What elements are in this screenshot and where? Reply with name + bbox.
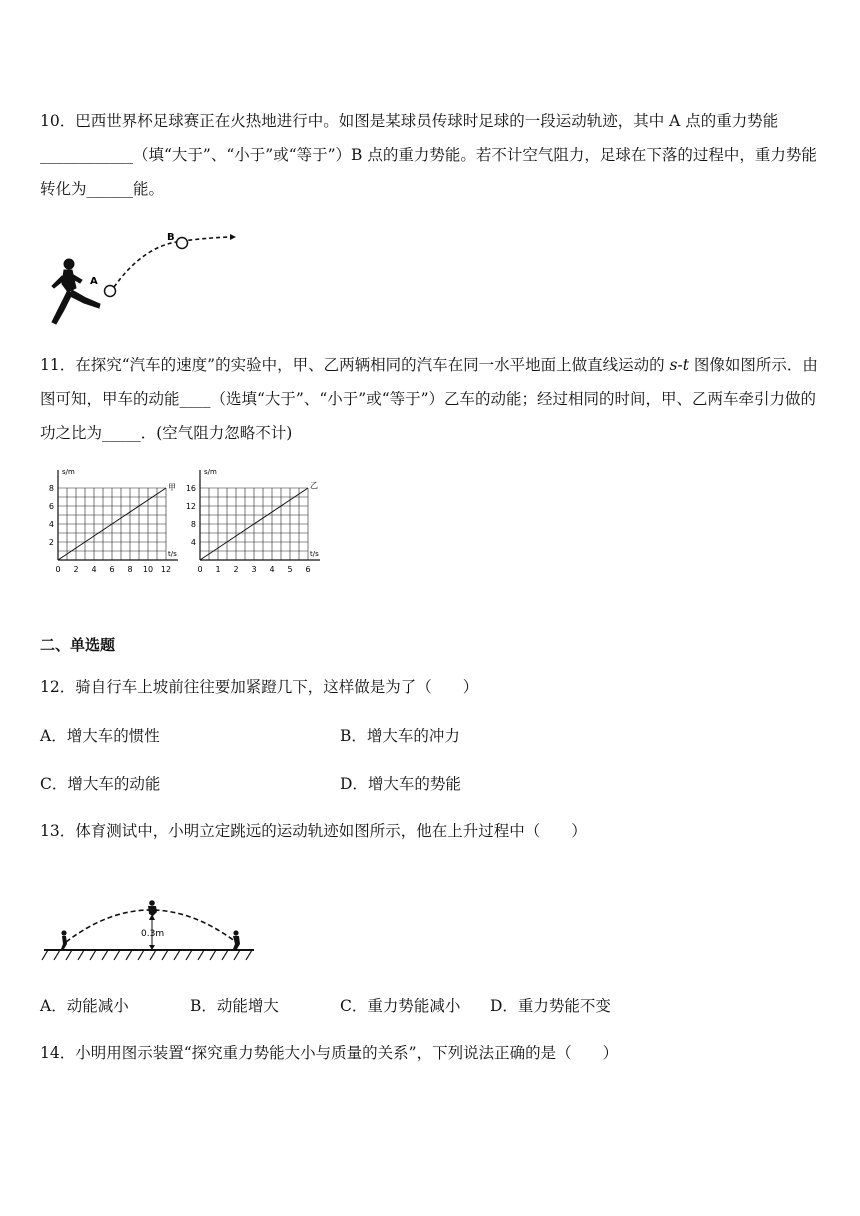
question-11-text: 11．在探究“汽车的速度”的实验中，甲、乙两辆相同的汽车在同一水平地面上做直线运动的 s-t 图像如图所示．由图可知，甲车的动能____（选填“大于”、“小于”或“等于”）乙车的动能；经过相同的时间，甲、乙两车牵引力做的功之比为_____．(空气阻力忽略不计) <box>40 356 818 442</box>
question-14-text: 14．小明用图示装置“探究重力势能大小与质量的关系”，下列说法正确的是（ ） <box>40 1044 619 1062</box>
graph-jia-xlabel: t/s <box>168 550 177 558</box>
graph-yi-ytick: 4 <box>190 538 196 547</box>
graph-jia-ytick: 8 <box>48 484 54 493</box>
jumper-start-icon <box>61 930 67 949</box>
graph-jia-xtick: 0 <box>55 565 61 574</box>
jumper-land-icon <box>233 930 240 949</box>
graph-yi-ytick: 16 <box>186 484 196 493</box>
graph-yi-xtick: 3 <box>251 565 257 574</box>
ball-a <box>105 286 116 297</box>
point-b-label: B <box>167 232 175 243</box>
player-icon <box>52 259 100 324</box>
section-title: 二、单选题 <box>40 636 116 654</box>
ball-b <box>177 238 188 249</box>
q12-option-c[interactable]: C．增大车的动能 <box>40 775 161 793</box>
trajectory <box>114 237 230 287</box>
graph-jia-ytick: 6 <box>48 502 54 511</box>
q13-option-b[interactable]: B．动能增大 <box>190 997 279 1015</box>
graph-jia-xtick: 12 <box>160 565 172 574</box>
graph-yi-xtick: 2 <box>233 565 239 574</box>
graph-jia-xtick: 2 <box>73 565 79 574</box>
point-a-label: A <box>90 276 98 287</box>
q12-option-b[interactable]: B．增大车的冲力 <box>340 727 460 745</box>
graph-jia-xtick: 8 <box>127 565 133 574</box>
q12-option-d[interactable]: D．增大车的势能 <box>340 775 461 793</box>
q13-option-a[interactable]: A．动能减小 <box>40 997 129 1015</box>
graph-jia-ylabel: s/m <box>62 468 75 476</box>
graph-yi-ytick: 8 <box>190 520 196 529</box>
graph-jia-xtick: 10 <box>142 565 154 574</box>
graph-jia-ytick: 2 <box>48 538 54 547</box>
graph-jia-xtick: 6 <box>109 565 115 574</box>
graph-yi-xtick: 0 <box>197 565 203 574</box>
height-label: 0.3m <box>141 929 165 939</box>
jumper-peak-icon <box>148 900 157 916</box>
graph-yi-xlabel: t/s <box>310 550 319 558</box>
graph-yi-xtick: 6 <box>305 565 311 574</box>
question-12-text: 12．骑自行车上坡前往往要加紧蹬几下，这样做是为了（ ） <box>40 678 479 696</box>
st-graph-jia <box>44 466 184 576</box>
graph-jia-name: 甲 <box>168 483 176 492</box>
q13-option-c[interactable]: C．重力势能减小 <box>340 997 461 1015</box>
graph-yi-name: 乙 <box>310 481 318 490</box>
q12-option-a[interactable]: A．增大车的惯性 <box>40 727 160 745</box>
question-13-text: 13．体育测试中，小明立定跳远的运动轨迹如图所示，他在上升过程中（ ） <box>40 822 587 840</box>
graph-yi-ylabel: s/m <box>204 468 217 476</box>
graph-yi-xtick: 5 <box>287 565 293 574</box>
question-10-text: 10．巴西世界杯足球赛正在火热地进行中。如图是某球员传球时足球的一段运动轨迹，其中 A 点的重力势能____________（填“大于”、“小于”或“等于”）B 点的重力势能。若不计空气阻力，足球在下落的过程中，重力势能转化为______能。 <box>40 112 817 198</box>
graph-jia-xtick: 4 <box>91 565 97 574</box>
st-graph-yi <box>186 466 326 576</box>
graph-yi-xtick: 4 <box>269 565 275 574</box>
graph-yi-ytick: 12 <box>186 502 196 511</box>
long-jump-figure <box>40 892 260 970</box>
football-pass-figure <box>42 226 242 330</box>
q13-option-d[interactable]: D．重力势能不变 <box>490 997 611 1015</box>
graph-jia-ytick: 4 <box>48 520 54 529</box>
graph-yi-xtick: 1 <box>215 565 221 574</box>
